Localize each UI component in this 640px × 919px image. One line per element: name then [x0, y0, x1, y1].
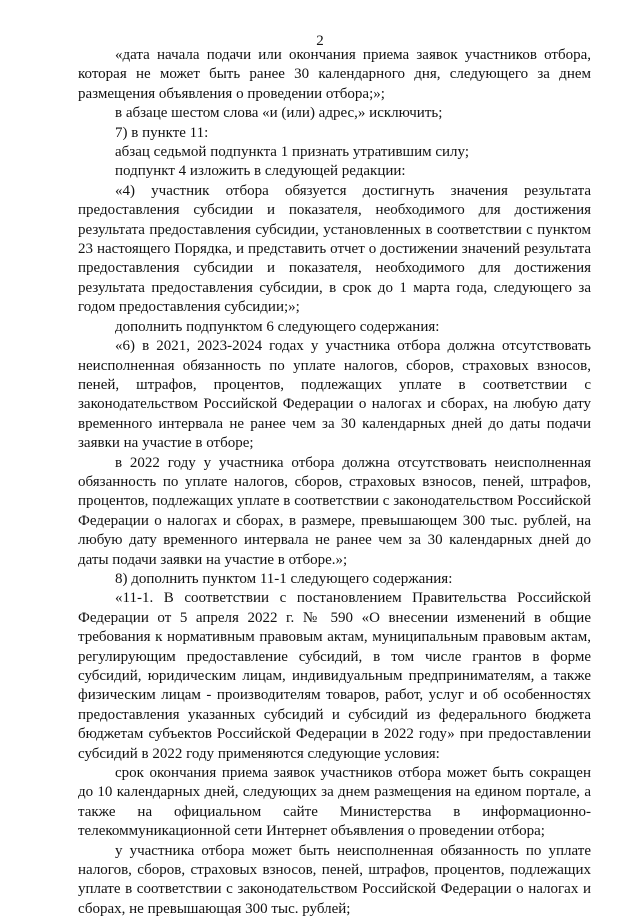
paragraph-item-8-heading: 8) дополнить пунктом 11-1 следующего содержания:: [115, 570, 453, 587]
paragraph-subitem-4-text: «4) участник отбора обязуется достигнуть значения результата предоставления субсидии и показателя, необходимого для достижения результата предоставления субсидии, установленных в соответствии с пунктом 23 настоящего Порядка, и представить отчет о достижении значений результата предоставления субсидии и показателя, необходимого для достижения результата предоставления субсидии, в срок до 1 марта года, следующего за годом предоставления субсидии;»;: [78, 182, 591, 316]
page-number: 2: [316, 33, 324, 49]
paragraph-subitem-6-text: «6) в 2021, 2023-2024 годах у участника отбора должна отсутствовать неисполненная обязанность по уплате налогов, сборов, страховых взносов, пеней, штрафов, процентов, подлежащих уплате в соответствии с законодательством Российской Федерации о налогах и сборах, на любую дату временного интервала не ранее чем за 30 календарных дней до даты подачи заявки на участие в отборе;: [78, 338, 591, 452]
paragraph-application-date: «дата начала подачи или окончания приема заявок участников отбора, которая не может быть ранее 30 календарного дня, следующего за днем размещения объявления о проведении отбора;»;: [78, 47, 591, 102]
paragraph-debt-condition: у участника отбора может быть неисполненная обязанность по уплате налогов, сборов, страховых взносов, пеней, штрафов, процентов, подлежащих уплате в соответствии с законодательством Российской Федерации о налогах и сборах, не превышающая 300 тыс. рублей;: [78, 842, 591, 917]
paragraph-item-7-heading: 7) в пункте 11:: [115, 124, 209, 141]
paragraph-paragraph-six-edit: в абзаце шестом слова «и (или) адрес,» исключить;: [115, 105, 443, 122]
paragraph-2022-obligation: в 2022 году у участника отбора должна отсутствовать неисполненная обязанность по уплате налогов, сборов, страховых взносов, пеней, штрафов, процентов, подлежащих уплате в соответствии с законодательством Российской Федерации о налогах и сборах, в размере, превышающем 300 тыс. рублей, на любую дату временного интервала не ранее чем за 30 календарных дней до даты подачи заявки на участие в отборе.»;: [78, 454, 591, 568]
paragraph-subitem-4-intro: подпункт 4 изложить в следующей редакции:: [115, 163, 406, 180]
document-body: [78, 46, 591, 919]
paragraph-deadline-condition: срок окончания приема заявок участников отбора может быть сокращен до 10 календарных дней, следующих за днем размещения на едином портале, а также на официальном сайте Министерства в информационно-телекоммуникационной сети Интернет объявления о проведении отбора;: [78, 765, 591, 840]
paragraph-item-11-1-text: «11-1. В соответствии с постановлением Правительства Российской Федерации от 5 апреля 2022 г. № 590 «О внесении изменений в общие требования к нормативным правовым актам, муниципальным правовым актам, регулирующим предоставление субсидий, в том числе грантов в форме субсидий, юридическим лицам, индивидуальным предпринимателям, а также физическим лицам - производителям товаров, работ, услуг и об особенностях предоставления указанных субсидий и субсидий из федерального бюджета бюджетам субъектов Российской Федерации в 2022 году» при предоставлении субсидий в 2022 году применяются следующие условия:: [78, 590, 591, 762]
paragraph-subitem-6-intro: дополнить подпунктом 6 следующего содержания:: [115, 318, 440, 335]
paragraph-repeal-subparagraph: абзац седьмой подпункта 1 признать утратившим силу;: [115, 144, 470, 161]
